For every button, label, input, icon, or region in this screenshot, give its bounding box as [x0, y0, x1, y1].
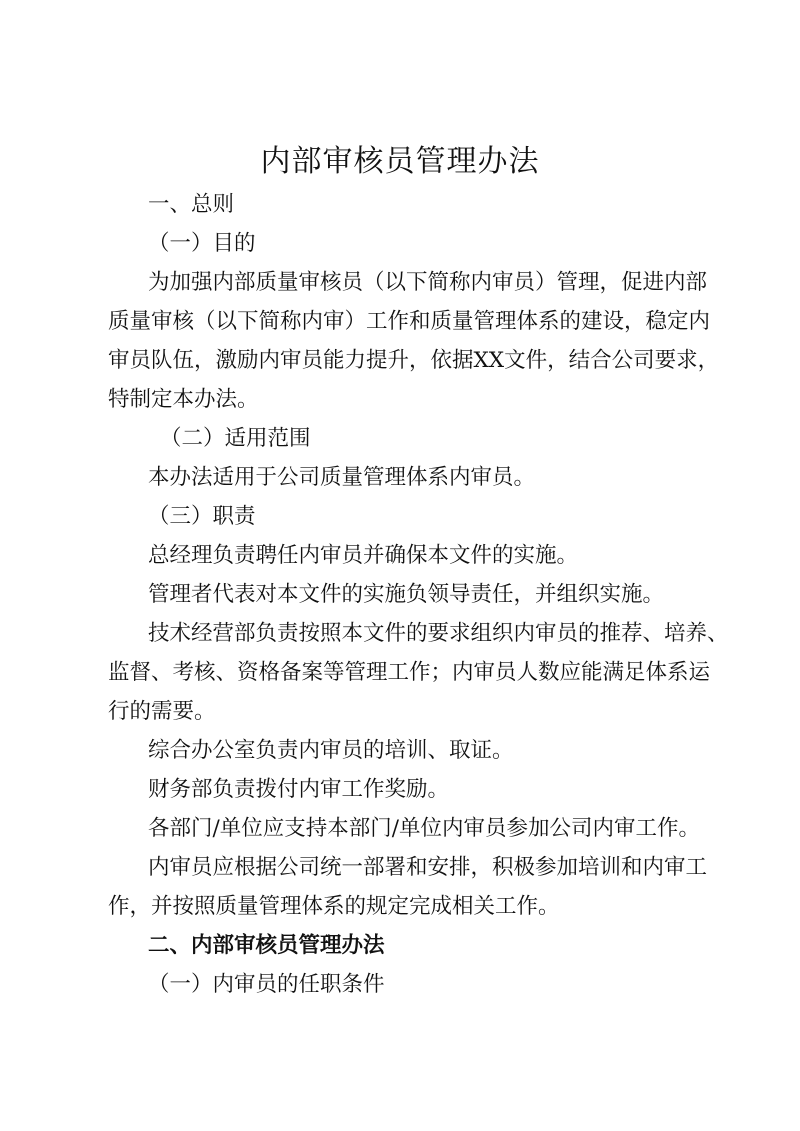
paragraph-line: 行的需要。	[108, 699, 216, 724]
subsection-heading-qualifications: （一）内审员的任职条件	[148, 972, 385, 997]
paragraph-line: 各部门/单位应支持本部门/单位内审员参加公司内审工作。	[148, 816, 700, 841]
paragraph-line: 内审员应根据公司统一部署和安排，积极参加培训和内审工	[148, 855, 708, 880]
section-heading-management: 二、内部审核员管理办法	[148, 933, 385, 958]
section-heading-general: 一、总则	[148, 192, 235, 217]
document-title: 内部审核员管理办法	[260, 144, 540, 179]
subsection-heading-duties: （三）职责	[148, 504, 256, 529]
paragraph-line: 质量审核（以下简称内审）工作和质量管理体系的建设，稳定内	[108, 309, 711, 334]
paragraph-line: 管理者代表对本文件的实施负领导责任，并组织实施。	[148, 582, 665, 607]
paragraph-line: 特制定本办法。	[108, 387, 259, 412]
paragraph-line: 审员队伍，激励内审员能力提升，依据XX文件，结合公司要求，	[108, 348, 720, 373]
paragraph-line: 总经理负责聘任内审员并确保本文件的实施。	[148, 543, 579, 568]
subsection-heading-scope: （二）适用范围	[160, 426, 311, 451]
paragraph-line: 为加强内部质量审核员（以下简称内审员）管理，促进内部	[148, 270, 708, 295]
paragraph-line: 技术经营部负责按照本文件的要求组织内审员的推荐、培养、	[148, 621, 729, 646]
paragraph-line: 本办法适用于公司质量管理体系内审员。	[148, 465, 536, 490]
paragraph-line: 监督、考核、资格备案等管理工作；内审员人数应能满足体系运	[108, 660, 711, 685]
paragraph-line: 综合办公室负责内审员的培训、取证。	[148, 738, 514, 763]
paragraph-line: 作，并按照质量管理体系的规定完成相关工作。	[108, 894, 560, 919]
subsection-heading-purpose: （一）目的	[148, 231, 256, 256]
paragraph-line: 财务部负责拨付内审工作奖励。	[148, 777, 450, 802]
